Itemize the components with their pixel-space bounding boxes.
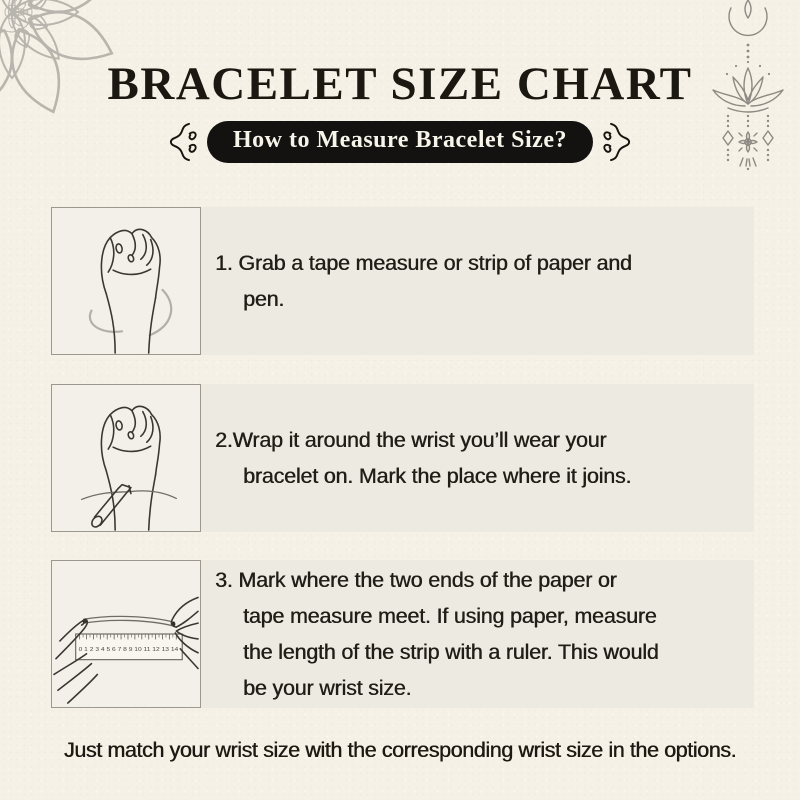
step-row-2 [51,384,754,532]
page-title: BRACELET SIZE CHART [107,58,693,110]
step-2-text-panel [201,384,754,532]
step-line: be your wrist size. [243,676,412,700]
step-line: pen. [243,287,285,311]
step-3-text-panel [201,560,754,708]
hand-with-pen-marking-wrist-icon [52,385,200,531]
step-row-1 [51,207,754,355]
step-row-3 [51,560,754,708]
step-2-figure [51,384,201,532]
step-line: bracelet on. Mark the place where it joins. [243,464,632,488]
step-1-text-panel [201,207,754,355]
step-line: 2.Wrap it around the wrist you’ll wear your [215,428,607,452]
ruler-numbers: 0 1 2 3 4 5 6 7 8 9 10 11 12 13 14 [78,646,180,653]
step-line: 3. Mark where the two ends of the paper or [215,568,617,592]
flourish-right-icon [602,115,634,169]
footer-note: Just match your wrist size with the corresponding wrist size in the options. [63,738,737,762]
hand-fist-with-tape-loop-icon [52,208,200,354]
flourish-left-icon [166,115,198,169]
step-1-figure [51,207,201,355]
badge-pill: How to Measure Bracelet Size? [207,121,593,163]
step-line: 1. Grab a tape measure or strip of paper and [215,251,632,275]
step-line: tape measure meet. If using paper, measure [243,604,657,628]
hands-measuring-strip-with-ruler-icon [52,561,200,707]
step-line: the length of the strip with a ruler. This would [243,640,659,664]
step-3-figure [51,560,201,708]
badge-row [0,117,800,167]
